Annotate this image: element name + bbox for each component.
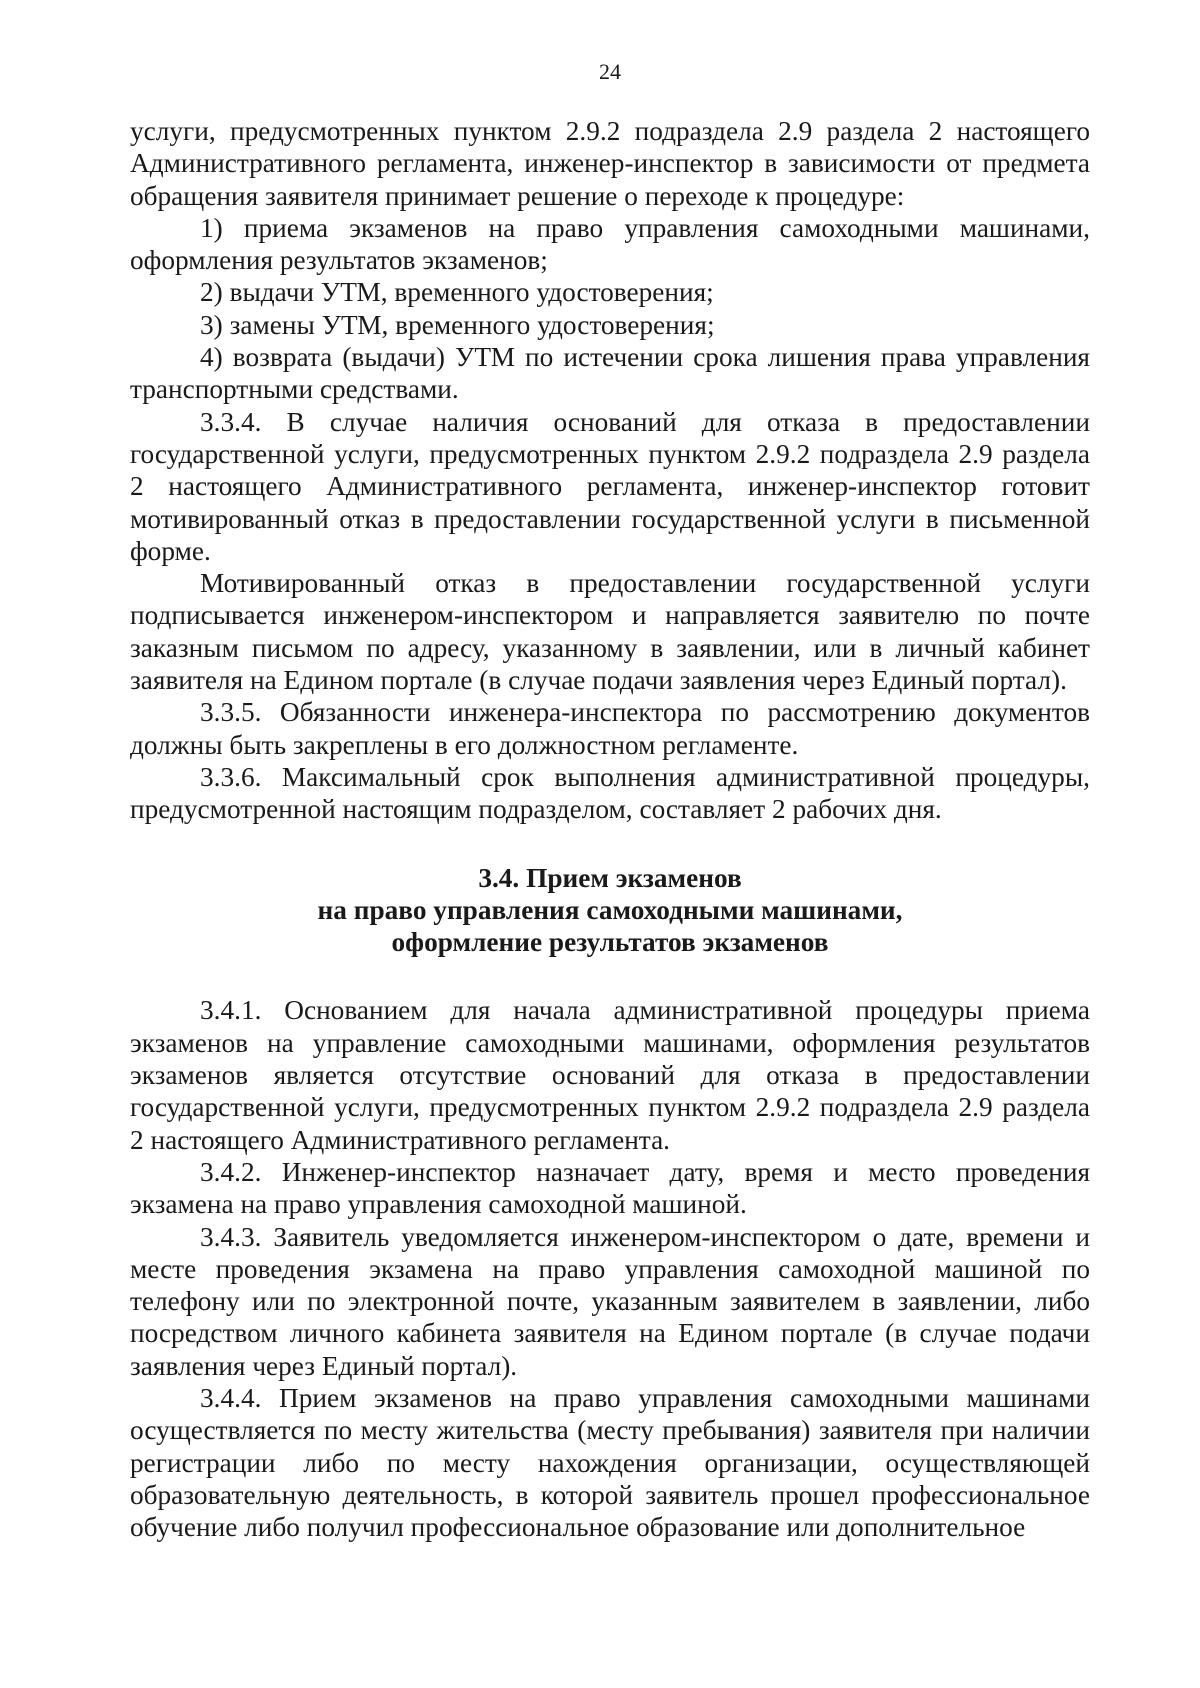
- page-number: 24: [599, 59, 621, 84]
- paragraph-3-3-4-refusal: Мотивированный отказ в предоставлении государственной услуги подписывается инженером-инспектором и направляется заявителю по почте заказным письмом по адресу, указанному в заявлении, или в личный кабинет заявителя на Едином портале (в случае подачи заявления через Единый портал).: [130, 568, 1090, 696]
- section-heading-line-2: на право управления самоходными машинами,: [317, 894, 903, 925]
- paragraph-3-3-6: 3.3.6. Максимальный срок выполнения административной процедуры, предусмотренной настоящим подразделом, составляет 2 рабочих дня.: [130, 761, 1090, 825]
- list-item-2: 2) выдачи УТМ, временного удостоверения;: [200, 277, 714, 308]
- section-heading: [130, 862, 1090, 959]
- paragraph-3-4-1: 3.4.1. Основанием для начала административной процедуры приема экзаменов на управление самоходными машинами, оформления результатов экзаменов является отсутствие оснований для отказа в предоставлении государственной услуги, предусмотренных пунктом 2.9.2 подраздела 2.9 раздела 2 настоящего Административного регламента.: [130, 995, 1090, 1155]
- paragraph-3-4-4: 3.4.4. Прием экзаменов на право управления самоходными машинами осуществляется по месту жительства (месту пребывания) заявителя при наличии регистрации либо по месту нахождения организации, осуществляющей образовательную деятельность, в которой заявитель прошел профессиональное обучение либо получил профессиональное образование или дополнительное: [130, 1382, 1090, 1543]
- paragraphs-after: [130, 994, 1090, 1543]
- paragraph-3-4-3: 3.4.3. Заявитель уведомляется инженером-инспектором о дате, времени и месте проведения экзамена на право управления самоходной машиной по телефону или по электронной почте, указанным заявителем в заявлении, либо посредством личного кабинета заявителя на Едином портале (в случае подачи заявления через Единый портал).: [130, 1221, 1090, 1381]
- list-item-3: 3) замены УТМ, временного удостоверения;: [200, 309, 715, 340]
- list-item-1: 1) приема экзаменов на право управления самоходными машинами, оформления результатов экзаменов;: [130, 212, 1090, 276]
- paragraph-3-3-4: 3.3.4. В случае наличия оснований для отказа в предоставлении государственной услуги, предусмотренных пунктом 2.9.2 подраздела 2.9 раздела 2 настоящего Административного регламента, инженер-инспектор готовит мотивированный отказ в предоставлении государственной услуги в письменной форме.: [130, 406, 1090, 566]
- paragraph-3-4-2: 3.4.2. Инженер-инспектор назначает дату, время и место проведения экзамена на право управления самоходной машиной.: [130, 1156, 1090, 1220]
- paragraphs-before: [130, 115, 1090, 826]
- section-heading-line-1: 3.4. Прием экзаменов: [478, 862, 742, 893]
- section-heading-line-3: оформление результатов экзаменов: [391, 927, 829, 958]
- paragraph-3-3-5: 3.3.5. Обязанности инженера-инспектора по рассмотрению документов должны быть закреплены в его должностном регламенте.: [130, 697, 1090, 760]
- paragraph-continuation: услуги, предусмотренных пунктом 2.9.2 подраздела 2.9 раздела 2 настоящего Административного регламента, инженер-инспектор в зависимости от предмета обращения заявителя принимает решение о переходе к процедуре:: [130, 116, 1090, 211]
- list-item-4: 4) возврата (выдачи) УТМ по истечении срока лишения права управления транспортными средствами.: [130, 342, 1090, 405]
